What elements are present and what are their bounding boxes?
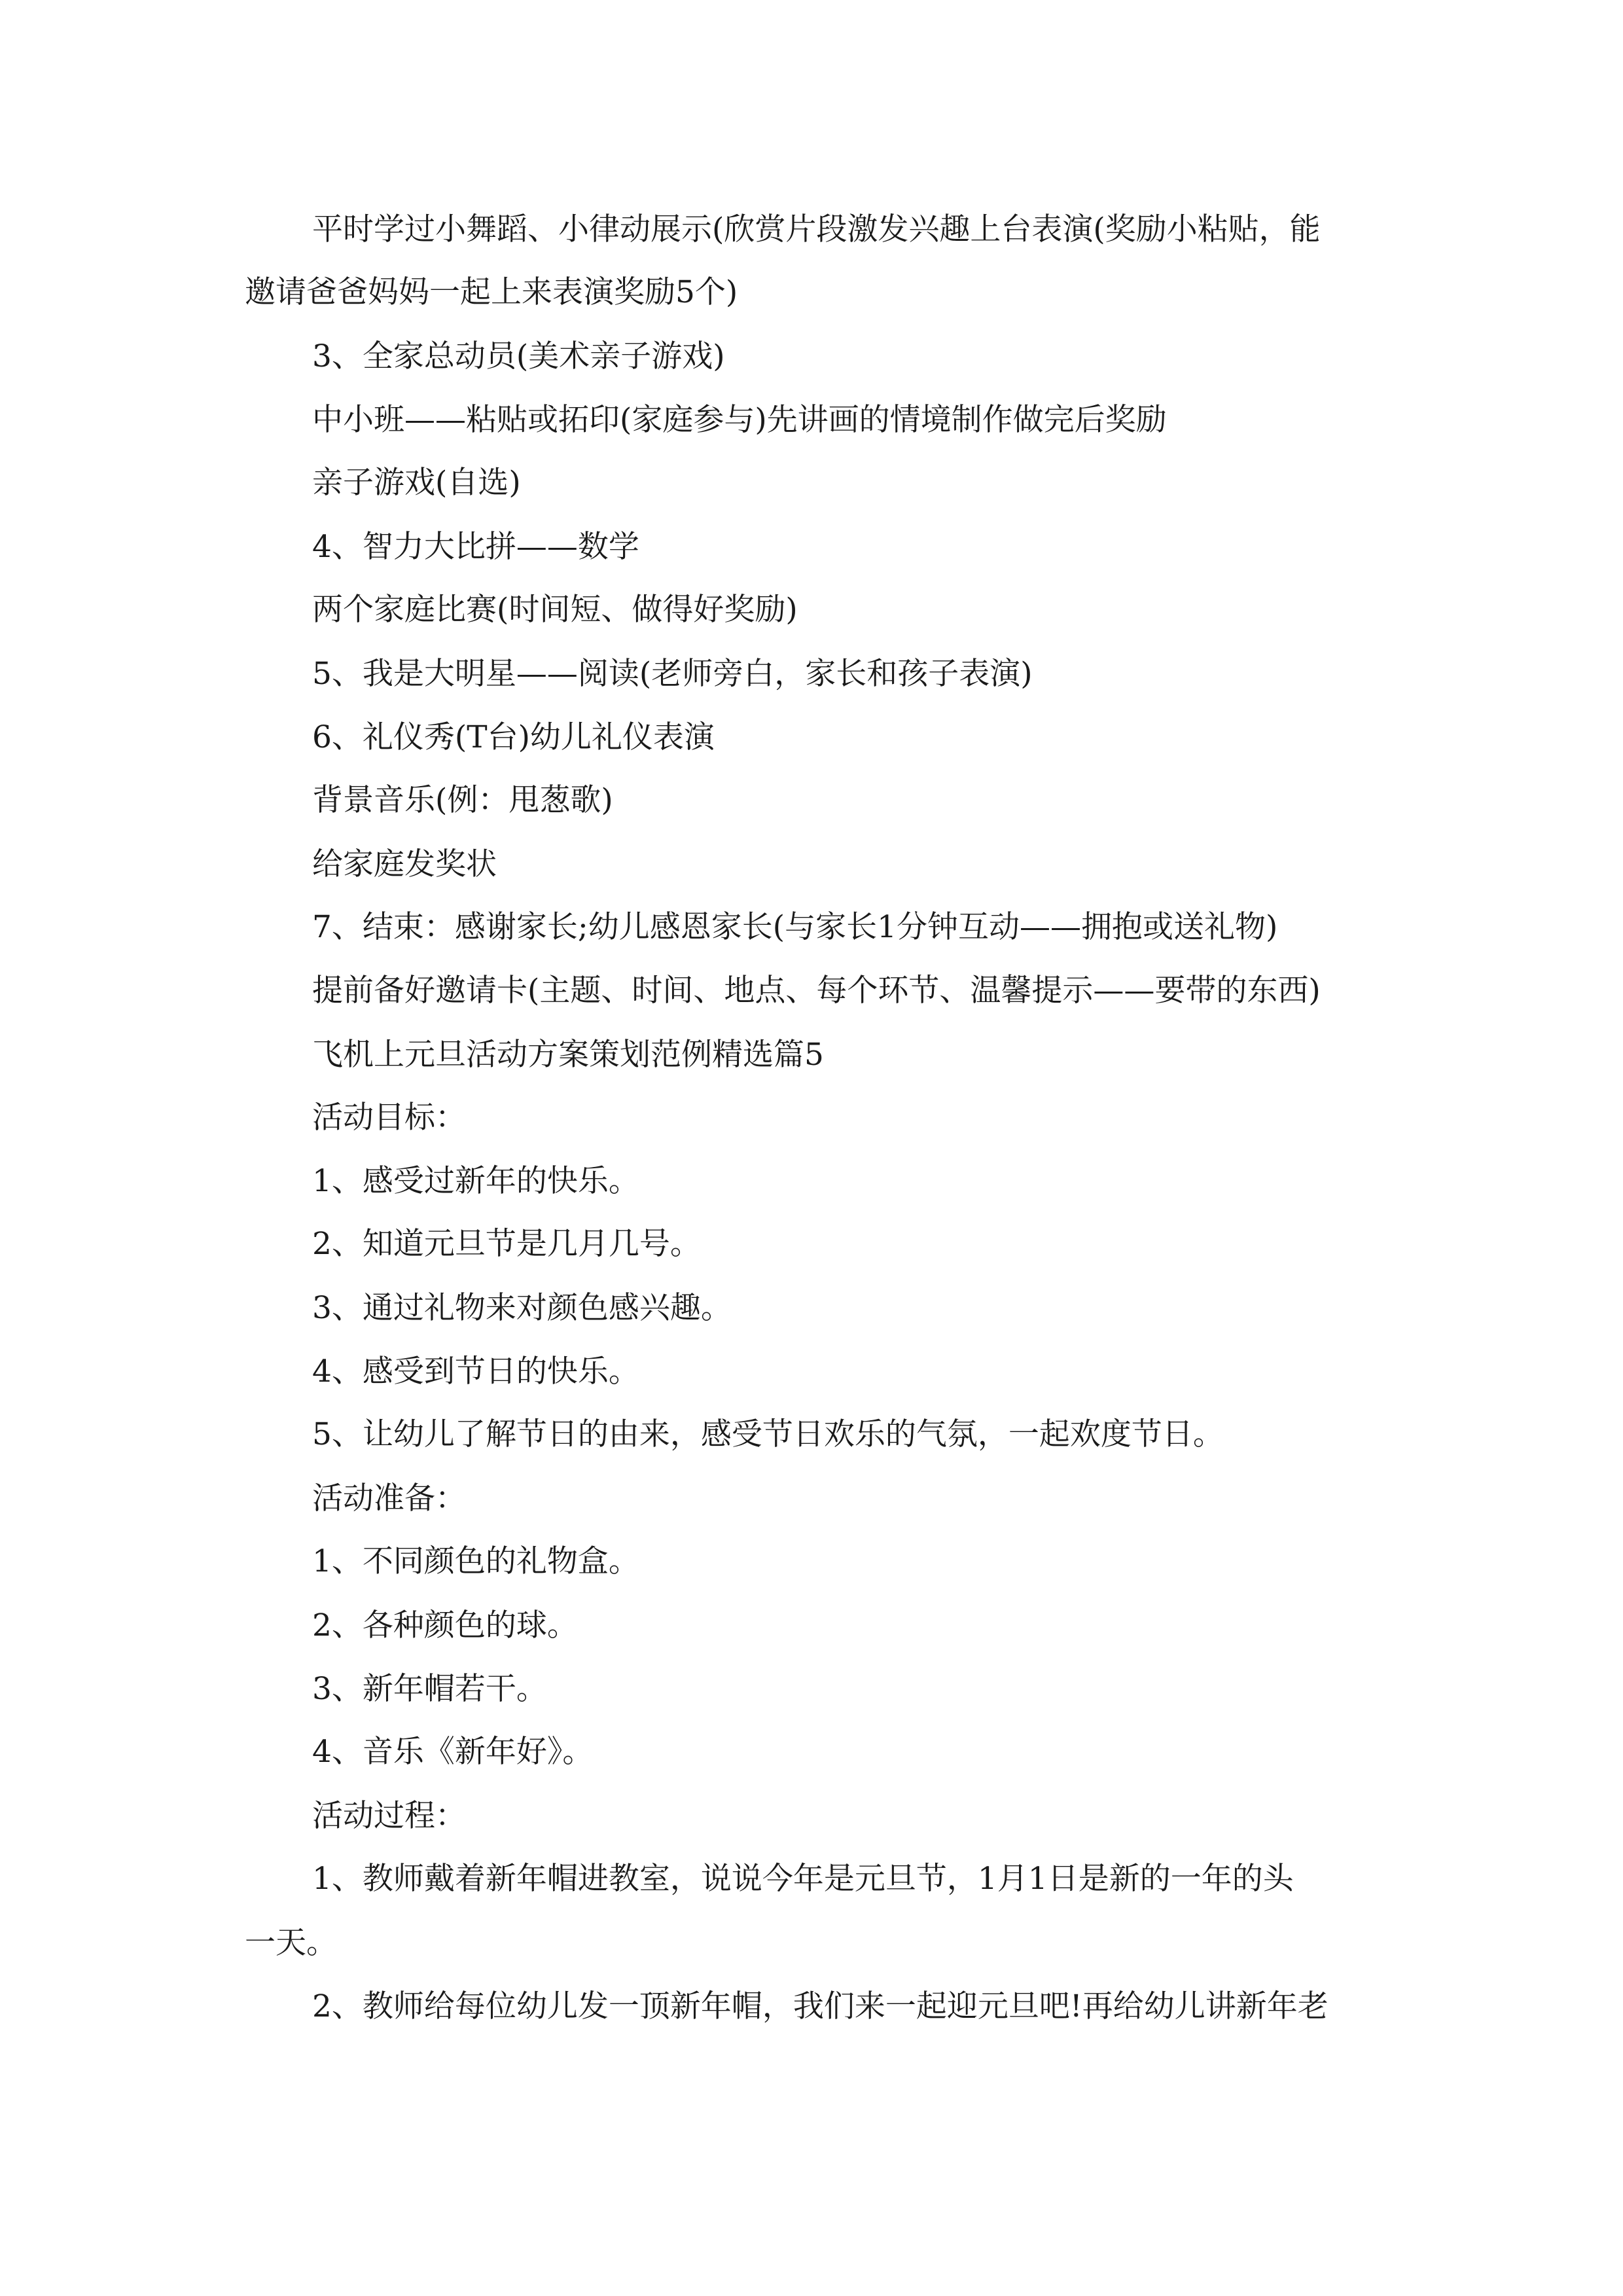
- subheading: 活动准备：: [312, 1480, 466, 1516]
- paragraph-line: 6、礼仪秀(T台)幼儿礼仪表演: [312, 719, 715, 755]
- list-item: 1、不同颜色的礼物盒。: [312, 1543, 639, 1579]
- paragraph-line: 3、全家总动员(美术亲子游戏): [312, 338, 725, 374]
- paragraph-line: 2、教师给每位幼儿发一顶新年帽，我们来一起迎元旦吧!再给幼儿讲新年老: [312, 1988, 1329, 2024]
- paragraph-line: 1、教师戴着新年帽进教室，说说今年是元旦节，1月1日是新的一年的头: [312, 1861, 1294, 1897]
- list-item: 1、感受过新年的快乐。: [312, 1163, 639, 1199]
- paragraph-line: 提前备好邀请卡(主题、时间、地点、每个环节、温馨提示——要带的东西): [312, 973, 1321, 1009]
- paragraph-line: 中小班——粘贴或拓印(家庭参与)先讲画的情境制作做完后奖励: [312, 402, 1167, 438]
- list-item: 5、让幼儿了解节日的由来，感受节日欢乐的气氛，一起欢度节日。: [312, 1416, 1224, 1452]
- paragraph-line: 亲子游戏(自选): [312, 465, 521, 501]
- section-heading: 飞机上元旦活动方案策划范例精选篇5: [312, 1037, 824, 1073]
- list-item: 2、各种颜色的球。: [312, 1607, 578, 1643]
- paragraph-line: 5、我是大明星——阅读(老师旁白，家长和孩子表演): [312, 656, 1033, 692]
- subheading: 活动过程：: [312, 1798, 466, 1834]
- subheading: 活动目标：: [312, 1100, 466, 1136]
- paragraph-line: 4、智力大比拼——数学: [312, 529, 639, 565]
- paragraph-line: 背景音乐(例：甩葱歌): [312, 782, 613, 818]
- paragraph-line: 7、结束：感谢家长;幼儿感恩家长(与家长1分钟互动——拥抱或送礼物): [312, 909, 1278, 945]
- list-item: 4、感受到节日的快乐。: [312, 1354, 639, 1390]
- paragraph-line: 一天。: [245, 1925, 337, 1961]
- paragraph-line: 两个家庭比赛(时间短、做得好奖励): [312, 592, 798, 628]
- list-item: 3、通过礼物来对颜色感兴趣。: [312, 1290, 732, 1326]
- list-item: 3、新年帽若干。: [312, 1671, 547, 1707]
- list-item: 4、音乐《新年好》。: [312, 1734, 594, 1770]
- paragraph-line: 邀请爸爸妈妈一起上来表演奖励5个): [245, 274, 738, 310]
- paragraph-line: 平时学过小舞蹈、小律动展示(欣赏片段激发兴趣上台表演(奖励小粘贴，能: [312, 211, 1321, 247]
- list-item: 2、知道元旦节是几月几号。: [312, 1226, 701, 1262]
- paragraph-line: 给家庭发奖状: [312, 846, 497, 882]
